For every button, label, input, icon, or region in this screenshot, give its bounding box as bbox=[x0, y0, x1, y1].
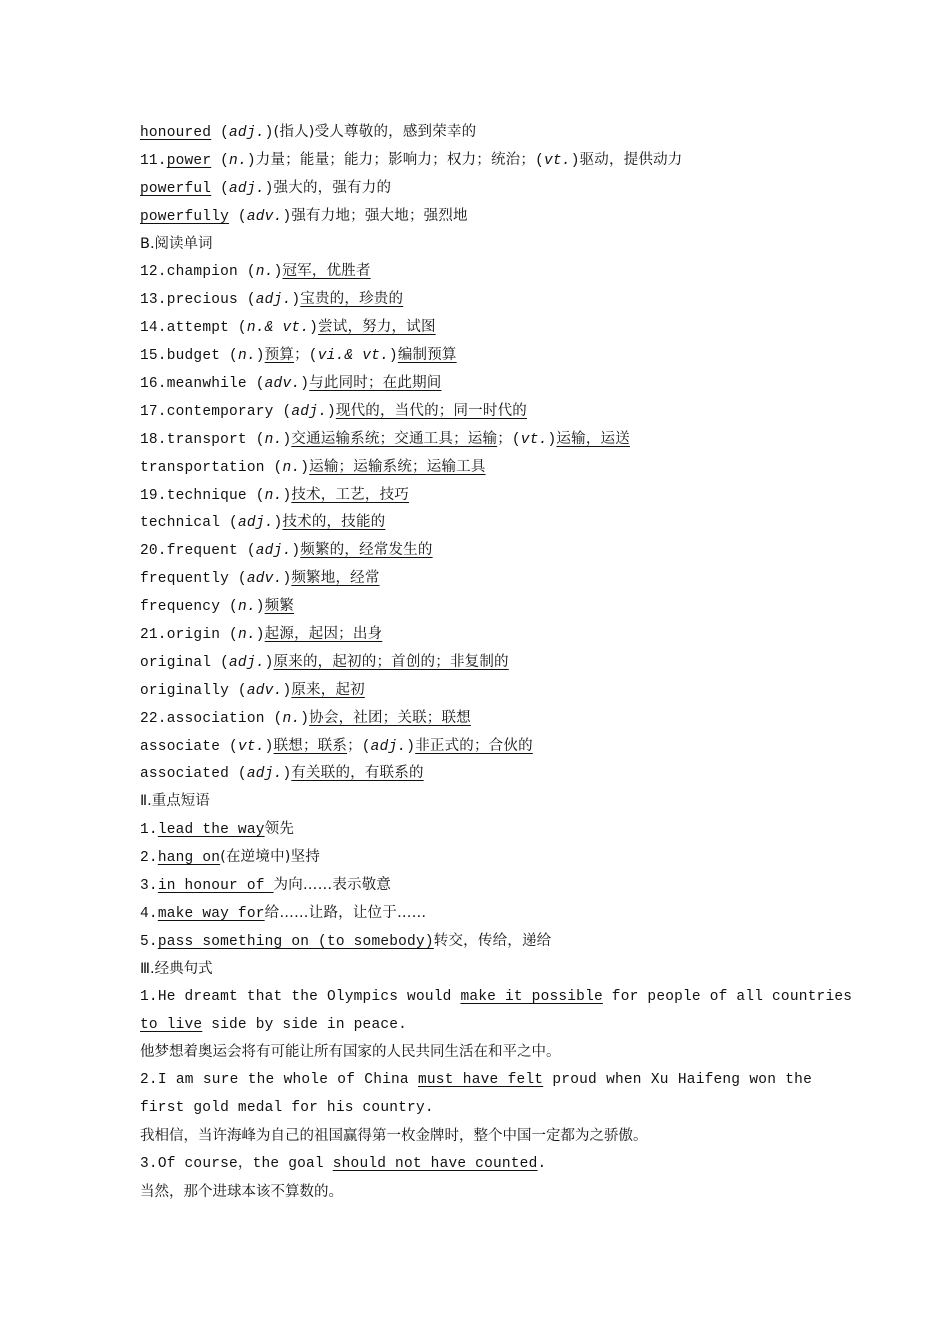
part-of-speech: adj. bbox=[246, 766, 283, 783]
sentence-text: He dreamt that the Olympics would bbox=[157, 988, 461, 1005]
answer-blank: 现代的，当代的；同一时代的 bbox=[335, 402, 527, 419]
answer-blank: should not have counted bbox=[332, 1155, 538, 1172]
vocab-word: frequent bbox=[166, 543, 238, 560]
vocab-word: power bbox=[166, 152, 212, 169]
answer-blank: make way for bbox=[157, 905, 265, 922]
vocab-word: associate bbox=[140, 738, 221, 755]
vocab-entry: 20.frequent (adj.)频繁的，经常发生的 bbox=[140, 542, 433, 560]
reading-vocab-list bbox=[140, 258, 812, 788]
vocab-word: technique bbox=[166, 487, 247, 504]
answer-blank: 频繁的，经常发生的 bbox=[300, 542, 433, 559]
answer-blank: 与此同时；在此期间 bbox=[309, 375, 442, 392]
vocab-word: attempt bbox=[166, 320, 230, 337]
phrase-entry bbox=[140, 928, 812, 956]
sentence-text: Of course，the goal bbox=[157, 1155, 333, 1172]
answer-blank: must have felt bbox=[418, 1072, 544, 1089]
document-page bbox=[140, 119, 853, 1207]
section-iii-heading: Ⅲ.经典句式 bbox=[140, 960, 213, 977]
vocab-entry: 16.meanwhile (adv.)与此同时；在此期间 bbox=[140, 375, 442, 393]
phrase-entry bbox=[140, 872, 812, 900]
answer-blank: 冠军，优胜者 bbox=[282, 263, 371, 280]
entry-number: 22. bbox=[140, 710, 167, 727]
entry-number: 1. bbox=[140, 822, 158, 839]
part-of-speech: adj. bbox=[291, 403, 327, 420]
phrase-entry bbox=[140, 900, 812, 928]
sentence-3-translation: 当然，那个进球本该不算数的。 bbox=[140, 1183, 343, 1200]
vocab-word: precious bbox=[166, 292, 238, 309]
entry-number: 17. bbox=[140, 403, 167, 420]
entry-number: 12. bbox=[140, 264, 167, 281]
entry-number: 15. bbox=[140, 348, 167, 365]
vocab-meaning: 强大的，强有力的 bbox=[273, 179, 392, 196]
phrase-meaning: 给……让路，让位于…… bbox=[264, 904, 427, 921]
vocab-entry: frequently (adv.)频繁地，经常 bbox=[140, 570, 380, 588]
phrase-entry bbox=[140, 816, 812, 844]
answer-blank: 起源，起因；出身 bbox=[264, 626, 383, 643]
vocab-word: powerfully bbox=[140, 208, 230, 225]
part-of-speech: vi.& vt. bbox=[317, 348, 389, 365]
part-of-speech: adv. bbox=[246, 571, 283, 588]
part-of-speech: adj. bbox=[229, 654, 265, 671]
entry-number: 11. bbox=[140, 152, 167, 169]
phrase-meaning: 领先 bbox=[264, 821, 295, 838]
entry-number: 16. bbox=[140, 376, 167, 393]
answer-blank: 运输，运送 bbox=[556, 430, 630, 447]
answer-blank: 协会，社团；关联；联想 bbox=[309, 709, 471, 726]
part-of-speech: n. bbox=[229, 152, 247, 169]
entry-number: 13. bbox=[140, 292, 167, 309]
vocab-entry: technical (adj.)技术的，技能的 bbox=[140, 514, 386, 532]
part-of-speech: adj. bbox=[237, 515, 274, 532]
entry-number: 2. bbox=[140, 850, 158, 867]
vocab-word: contemporary bbox=[166, 403, 274, 420]
sentence-text: for people of all countries bbox=[602, 988, 853, 1005]
sentence-1-line-2 bbox=[140, 1012, 812, 1040]
answer-blank: 原来的，起初的；首创的；非复制的 bbox=[273, 653, 509, 670]
vocab-entry: honoured (adj.)(指人)受人尊敬的，感到荣幸的 bbox=[140, 124, 477, 141]
section-b-heading: B.阅读单词 bbox=[140, 235, 213, 252]
part-of-speech: n. bbox=[282, 710, 301, 727]
sentence-2-line-2: first gold medal for his country. bbox=[140, 1100, 434, 1117]
sentence-text: side by side in peace. bbox=[202, 1016, 408, 1033]
vocab-entry: 21.origin (n.)起源，起因；出身 bbox=[140, 626, 383, 644]
part-of-speech: vt. bbox=[543, 152, 571, 169]
vocab-entry: 17.contemporary (adj.)现代的，当代的；同一时代的 bbox=[140, 402, 527, 420]
entry-number: 1. bbox=[140, 988, 158, 1005]
answer-blank: to live bbox=[140, 1016, 203, 1033]
part-of-speech: adv. bbox=[246, 208, 283, 225]
section-ii-heading: Ⅱ.重点短语 bbox=[140, 793, 210, 810]
vocab-entry: 19.technique (n.)技术，工艺，技巧 bbox=[140, 486, 409, 504]
answer-blank: 交通运输系统；交通工具；运输 bbox=[291, 430, 498, 447]
answer-blank: make it possible bbox=[460, 988, 603, 1005]
vocab-entry: frequency (n.)频繁 bbox=[140, 598, 295, 616]
vocab-word: transport bbox=[166, 431, 247, 448]
part-of-speech: n.& vt. bbox=[246, 320, 310, 337]
vocab-entry: associated (adj.)有关联的，有联系的 bbox=[140, 765, 424, 783]
sentence-3-line-1 bbox=[140, 1151, 812, 1179]
answer-blank: 技术，工艺，技巧 bbox=[291, 486, 409, 503]
entry-number: 5. bbox=[140, 933, 158, 950]
entry-number: 20. bbox=[140, 543, 167, 560]
vocab-word: champion bbox=[166, 264, 238, 281]
vocab-meaning: 驱动，提供动力 bbox=[579, 151, 683, 168]
part-of-speech: adv. bbox=[264, 376, 301, 393]
part-of-speech: adj. bbox=[370, 738, 407, 755]
part-of-speech: adj. bbox=[229, 180, 265, 197]
answer-blank: 运输；运输系统；运输工具 bbox=[309, 458, 486, 475]
sentence-1-translation: 他梦想着奥运会将有可能让所有国家的人民共同生活在和平之中。 bbox=[140, 1044, 561, 1061]
part-of-speech: n. bbox=[264, 431, 283, 448]
vocab-entry: 11.power (n.)力量；能量；能力；影响力；权力；统治；(vt.)驱动，提供动力 bbox=[140, 151, 683, 169]
vocab-word: transportation bbox=[140, 459, 265, 476]
vocab-word: frequency bbox=[140, 599, 221, 616]
vocab-entry: 15.budget (n.)预算；(vi.& vt.)编制预算 bbox=[140, 347, 457, 365]
phrase-entry bbox=[140, 844, 812, 872]
part-of-speech: vt. bbox=[237, 738, 265, 755]
vocab-entry: original (adj.)原来的，起初的；首创的；非复制的 bbox=[140, 653, 509, 671]
sentence-1-line-1 bbox=[140, 984, 853, 1012]
vocab-entry: 13.precious (adj.)宝贵的，珍贵的 bbox=[140, 291, 404, 309]
sentence-2-line-1 bbox=[140, 1067, 812, 1095]
answer-blank: 非正式的；合伙的 bbox=[415, 737, 533, 754]
vocab-meaning: 力量；能量；能力；影响力；权力；统治； bbox=[255, 151, 536, 168]
sentence-text: . bbox=[537, 1155, 547, 1172]
answer-blank: hang on bbox=[157, 850, 221, 867]
vocab-word: technical bbox=[140, 515, 221, 532]
vocab-word: originally bbox=[140, 682, 230, 699]
vocab-entry: 18.transport (n.)交通运输系统；交通工具；运输；(vt.)运输，运送 bbox=[140, 430, 630, 448]
entry-number: 21. bbox=[140, 627, 167, 644]
sentence-text: proud when Xu Haifeng won the bbox=[543, 1072, 812, 1089]
answer-blank: 联想；联系 bbox=[273, 737, 348, 754]
vocab-meaning: (指人)受人尊敬的，感到荣幸的 bbox=[273, 124, 477, 140]
part-of-speech: n. bbox=[237, 599, 256, 616]
vocab-entry: 22.association (n.)协会，社团；关联；联想 bbox=[140, 709, 471, 727]
entry-number: 19. bbox=[140, 487, 167, 504]
vocab-meaning: 强有力地；强大地；强烈地 bbox=[291, 207, 468, 224]
answer-blank: in honour of bbox=[157, 878, 274, 895]
vocab-word: original bbox=[140, 654, 212, 671]
vocab-entry: powerfully (adv.)强有力地；强大地；强烈地 bbox=[140, 207, 468, 225]
answer-blank: 预算 bbox=[264, 347, 295, 364]
part-of-speech: n. bbox=[255, 264, 274, 281]
part-of-speech: n. bbox=[264, 487, 283, 504]
answer-blank: pass something on (to somebody) bbox=[157, 933, 434, 950]
vocab-word: origin bbox=[166, 627, 221, 644]
vocab-word: association bbox=[166, 710, 265, 727]
entry-number: 18. bbox=[140, 431, 167, 448]
answer-blank: 频繁地，经常 bbox=[291, 570, 380, 587]
vocab-word: frequently bbox=[140, 571, 230, 588]
sentence-text: I am sure the whole of China bbox=[157, 1072, 418, 1089]
part-of-speech: n. bbox=[282, 459, 301, 476]
answer-blank: 宝贵的，珍贵的 bbox=[300, 291, 404, 308]
phrase-meaning: 为向……表示敬意 bbox=[273, 877, 392, 894]
part-of-speech: adv. bbox=[246, 682, 283, 699]
entry-number: 3. bbox=[140, 1155, 158, 1172]
vocab-entry: 12.champion (n.)冠军，优胜者 bbox=[140, 263, 371, 281]
vocab-word: meanwhile bbox=[166, 376, 247, 393]
entry-number: 2. bbox=[140, 1072, 158, 1089]
answer-blank: 有关联的，有联系的 bbox=[291, 765, 424, 782]
sentence-2-translation: 我相信，当许海峰为自己的祖国赢得第一枚金牌时，整个中国一定都为之骄傲。 bbox=[140, 1128, 648, 1145]
entry-number: 3. bbox=[140, 878, 158, 895]
part-of-speech: n. bbox=[237, 627, 256, 644]
answer-blank: 技术的，技能的 bbox=[282, 514, 386, 531]
vocab-entry: powerful (adj.)强大的，强有力的 bbox=[140, 179, 392, 197]
vocab-word: powerful bbox=[140, 180, 212, 197]
part-of-speech: adj. bbox=[229, 125, 265, 141]
vocab-entry: associate (vt.)联想；联系；(adj.)非正式的；合伙的 bbox=[140, 737, 533, 755]
part-of-speech: n. bbox=[237, 348, 256, 365]
phrase-meaning: 转交，传给，递给 bbox=[433, 932, 552, 949]
vocab-entry: 14.attempt (n.& vt.)尝试，努力，试图 bbox=[140, 319, 436, 337]
part-of-speech: vt. bbox=[520, 431, 548, 448]
entry-number: 14. bbox=[140, 320, 167, 337]
answer-blank: 编制预算 bbox=[397, 347, 457, 364]
answer-blank: 尝试，努力，试图 bbox=[318, 319, 436, 336]
entry-number: 4. bbox=[140, 905, 158, 922]
vocab-word: honoured bbox=[140, 125, 212, 141]
part-of-speech: adj. bbox=[255, 543, 292, 560]
vocab-entry: transportation (n.)运输；运输系统；运输工具 bbox=[140, 458, 486, 476]
answer-blank: 频繁 bbox=[264, 598, 295, 615]
phrase-list bbox=[140, 816, 812, 955]
phrase-meaning: (在逆境中)坚持 bbox=[220, 849, 321, 866]
vocab-entry: originally (adv.)原来，起初 bbox=[140, 681, 365, 699]
vocab-word: budget bbox=[166, 348, 221, 365]
answer-blank: 原来，起初 bbox=[291, 681, 365, 698]
vocab-word: associated bbox=[140, 766, 230, 783]
answer-blank: lead the way bbox=[157, 822, 265, 839]
part-of-speech: adj. bbox=[255, 292, 292, 309]
